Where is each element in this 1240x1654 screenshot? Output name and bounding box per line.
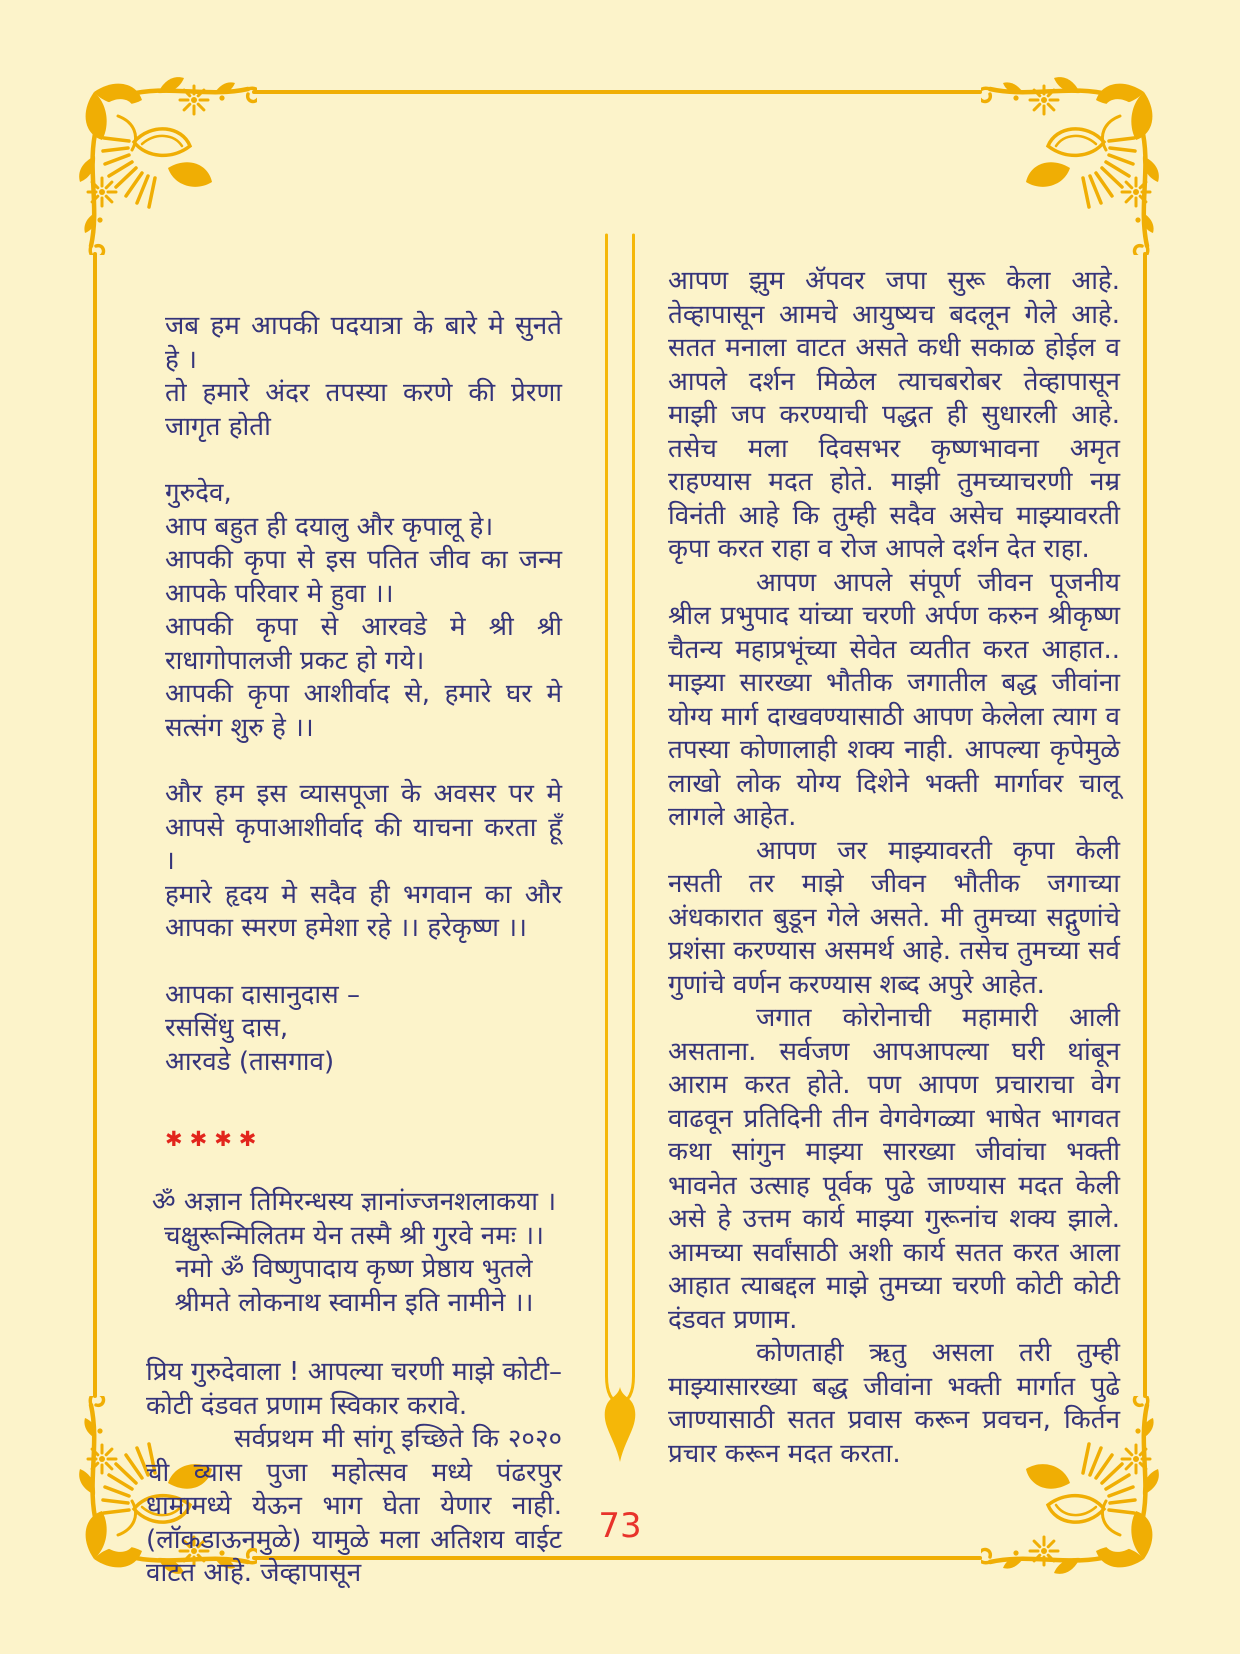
body-paragraph: आपण जर माझ्यावरती कृपा केली नसती तर माझे जीवन भौतीक जगाच्या अंधकारात बुडून गेले असते. मी तुमच्या सद्गुणांचे प्रशंसा करण्यास असमर्थ आहे. तसेच तुमच्या सर्व गुणांचे वर्णन करण्यास शब्द अपुरे आहेत. bbox=[668, 835, 1120, 1000]
opening-paragraph: सर्वप्रथम मी सांगू इच्छिते कि २०२० ची व्यास पुजा महोत्सव मध्ये पंढरपुर धामामध्ये येऊन भाग घेता येणार नाही. (लॉकडाऊनमुळे) यामुळे मला अतिशय वाईट वाटत आहे. जेव्हापासून bbox=[146, 1424, 562, 1588]
shloka-line: ॐ अज्ञान तिमिरन्धस्य ज्ञानांज्जनशलाकया । bbox=[151, 1187, 557, 1217]
page-number: 73 bbox=[598, 1506, 642, 1546]
tilak-column-divider-icon bbox=[594, 231, 646, 1469]
shloka-block bbox=[146, 1186, 562, 1320]
body-paragraph: आपण आपले संपूर्ण जीवन पूजनीय श्रील प्रभुपाद यांच्या चरणी अर्पण करुन श्रीकृष्ण चैतन्य महाप्रभूंच्या सेवेत व्यतीत करत आहात.. माझ्या सारख्या भौतीक जगातील बद्ध जीवांना योग्य मार्ग दाखवण्यासाठी आपण केलेला त्याग व तपस्या कोणालाही शक्य नाही. आपल्या कृपेमुळे लाखो लोक योग्य दिशेने भक्ती मार्गावर चालू लागले आहेत. bbox=[668, 567, 1120, 832]
frame-border-top bbox=[252, 90, 982, 94]
floral-corner-ornament-top-left-icon bbox=[72, 70, 257, 255]
verse-line: हमारे हृदय मे सदैव ही भगवान का और आपका स्मरण हमेशा रहे ।। हरेकृष्ण ।। bbox=[165, 879, 562, 943]
signature-line: आरवडे (तासगाव) bbox=[165, 1046, 335, 1077]
signature-line: आपका दासानुदास – bbox=[165, 979, 360, 1010]
signature-block bbox=[146, 979, 562, 1080]
verse-line: तो हमारे अंदर तपस्या करणे की प्रेरणा जागृत होती bbox=[165, 378, 562, 442]
frame-border-left bbox=[93, 252, 97, 1398]
verse-block-3 bbox=[146, 778, 562, 946]
column-right bbox=[668, 265, 1120, 1471]
signature-line: रससिंधु दास, bbox=[165, 1013, 289, 1043]
divider-u-lines bbox=[607, 235, 634, 1402]
verse-line: जब हम आपकी पदयात्रा के बारे मे सुनते हे । bbox=[165, 311, 562, 375]
shloka-line: चक्षुरून्मिलितम येन तस्मै श्री गुरवे नमः ।। bbox=[163, 1220, 545, 1251]
verse-line: आप बहुत ही दयालु और कृपालू हे। bbox=[165, 511, 494, 542]
shloka-line: श्रीमते लोकनाथ स्वामीन इति नामीने ।। bbox=[174, 1287, 534, 1318]
verse-line: और हम इस व्यासपूजा के अवसर पर मे आपसे कृपाआशीर्वाद की याचना करता हूँ । bbox=[165, 779, 562, 876]
divider-drop-icon bbox=[605, 1387, 636, 1462]
verse-line: आपकी कृपा आशीर्वाद से, हमारे घर मे सत्संग शुरु हे ।। bbox=[165, 679, 562, 743]
verse-block-2 bbox=[146, 477, 562, 745]
shloka-line: नमो ॐ विष्णुपादाय कृष्ण प्रेष्ठाय भुतले bbox=[175, 1254, 533, 1284]
body-paragraph: आपण झुम ॲपवर जपा सुरू केला आहे. तेव्हापासून आमचे आयुष्यच बदलून गेले आहे. सतत मनाला वाटत असते कधी सकाळ होईल व आपले दर्शन मिळेल त्याचबरोबर तेव्हापासून माझी जप करण्याची पद्धत ही सुधारली आहे. तसेच मला दिवसभर कृष्णभावना अमृत राहण्यास मदत होते. माझी तुमच्याचरणी नम्र विनंती आहे कि तुम्ही सदैव असेच माझ्यावरती कृपा करत राहा व रोज आपले दर्शन देत राहा. bbox=[668, 266, 1120, 564]
floral-corner-ornament-top-right-icon bbox=[981, 70, 1166, 255]
separator-asterisks: ✱✱✱✱ bbox=[165, 1127, 264, 1151]
verse-line: आपकी कृपा से आरवडे मे श्री श्री राधागोपालजी प्रकट हो गये। bbox=[165, 612, 562, 676]
column-left bbox=[146, 310, 562, 1591]
verse-line: आपकी कृपा से इस पतित जीव का जन्म आपके परिवार मे हुवा ।। bbox=[165, 545, 562, 609]
salutation-paragraph: प्रिय गुरुदेवाला ! आपल्या चरणी माझे कोटी–कोटी दंडवत प्रणाम स्विकार करावे. bbox=[146, 1357, 562, 1421]
body-paragraph: जगात कोरोनाची महामारी आली असताना. सर्वजण आपआपल्या घरी थांबून आराम करत होते. पण आपण प्रचाराचा वेग वाढवून प्रतिदिनी तीन वेगवेगळ्या भाषेत भागवत कथा सांगुन माझ्या सारख्या जीवांचा भक्ती भावनेत उत्साह पूर्वक पुढे जाण्यास मदत केली असे हे उत्तम कार्य माझ्या गुरूनांच शक्य झाले. आमच्या सर्वांसाठी अशी कार्य सतत करत आला आहात त्याबद्दल माझे तुमच्या चरणी कोटी कोटी दंडवत प्रणाम. bbox=[668, 1003, 1120, 1335]
body-paragraph: कोणताही ऋतु असला तरी तुम्ही माझ्यासारख्या बद्ध जीवांना भक्ती मार्गात पुढे जाण्यासाठी सतत प्रवास करून प्रवचन, किर्तन प्रचार करून मदत करता. bbox=[668, 1338, 1120, 1469]
frame-border-right bbox=[1143, 252, 1147, 1398]
verse-block-1 bbox=[146, 310, 562, 444]
verse-line: गुरुदेव, bbox=[165, 478, 232, 508]
